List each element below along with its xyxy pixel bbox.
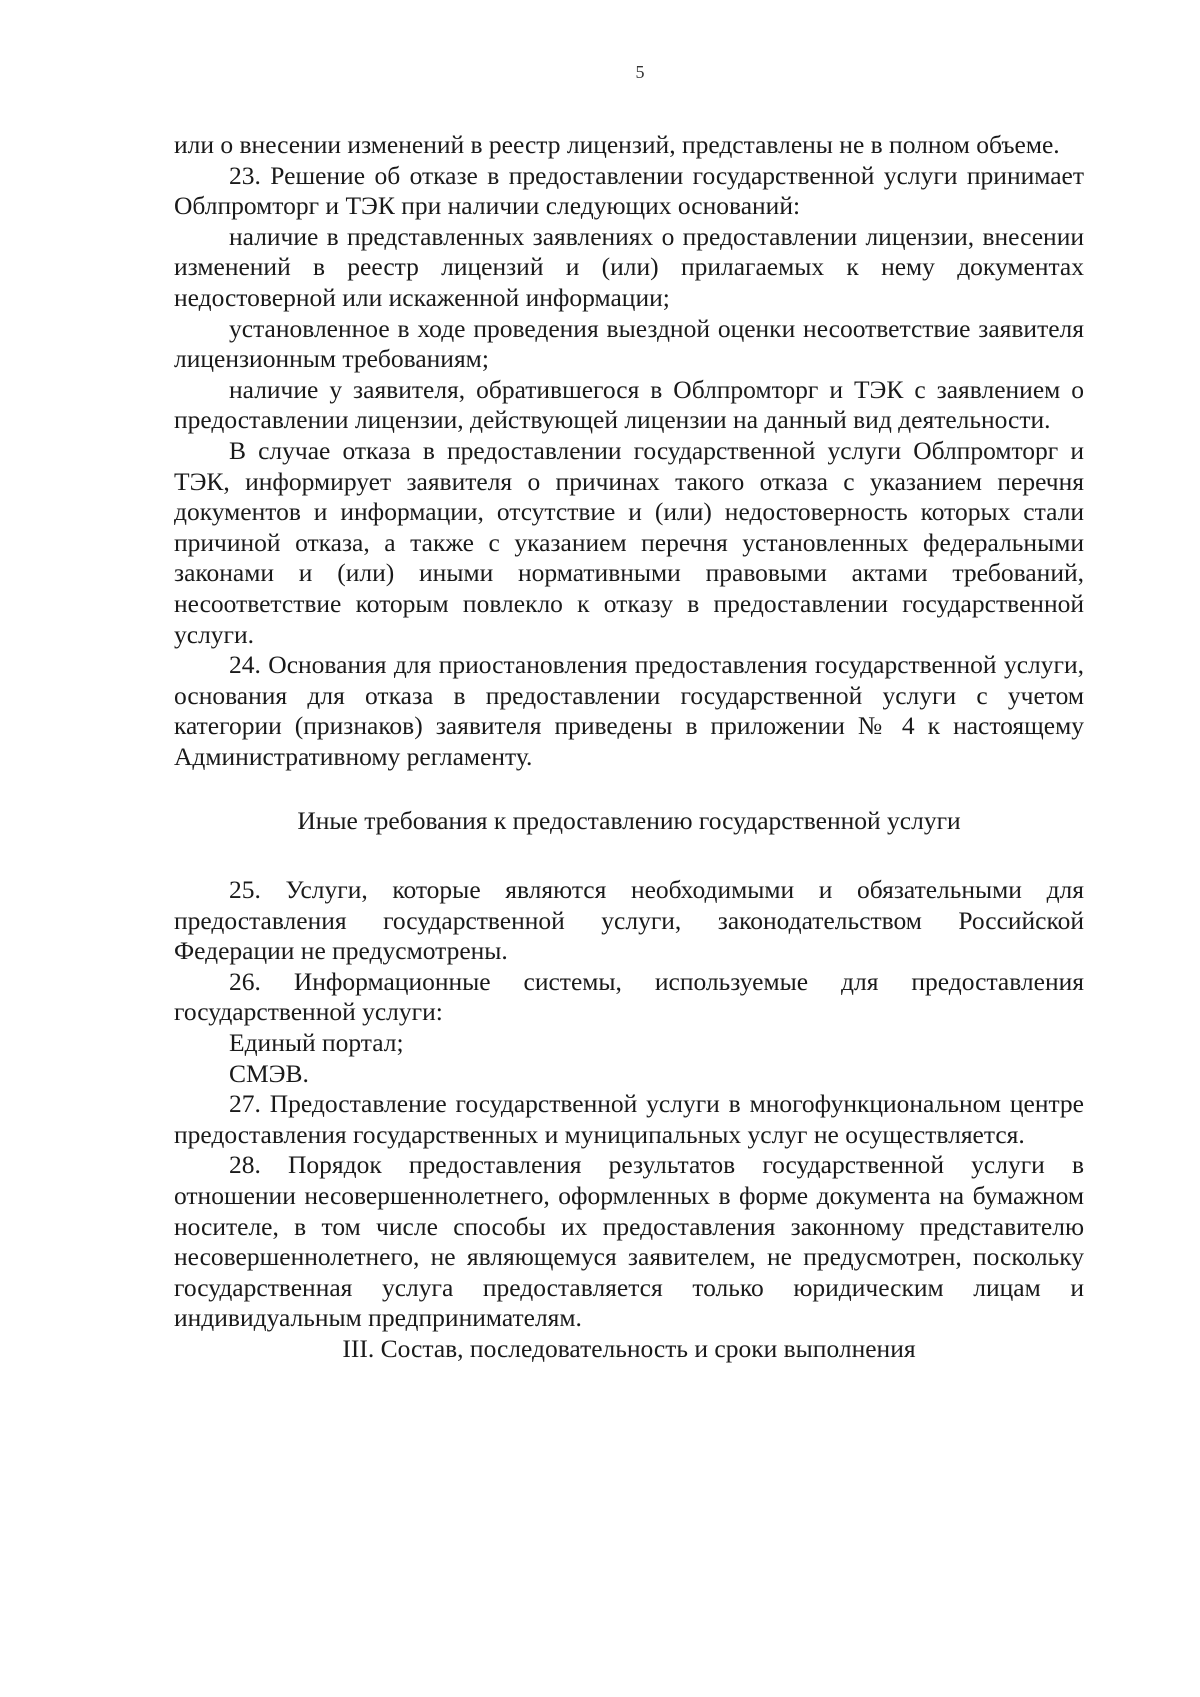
paragraph-24: 24. Основания для приостановления предоставления государственной услуги, основания для отказа в предоставлении государственной услуги с учетом категории (признаков) заявителя приведены в приложении № 4 к настоящему Административному регламенту. xyxy=(174,650,1084,771)
paragraph-ground-2: установленное в ходе проведения выездной оценки несоответствие заявителя лицензионным требованиям; xyxy=(174,313,1084,374)
paragraph-continuation: или о внесении изменений в реестр лицензий, представлены не в полном объеме. xyxy=(174,130,1060,159)
list-item-portal: Единый портал; xyxy=(229,1028,404,1058)
paragraph-ground-3: наличие у заявителя, обратившегося в Облпромторг и ТЭК с заявлением о предоставлении лицензии, действующей лицензии на данный вид деятельности. xyxy=(174,374,1084,435)
paragraph-26: 26. Информационные системы, используемые для предоставления государственной услуги: xyxy=(174,966,1084,1027)
paragraph-ground-1: наличие в представленных заявлениях о предоставлении лицензии, внесении изменений в реестр лицензий и (или) прилагаемых к нему документах недостоверной или искаженной информации; xyxy=(174,221,1084,312)
page-number: 5 xyxy=(635,62,645,82)
section-heading: Иные требования к предоставлению государственной услуги xyxy=(297,806,961,836)
paragraph-28: 28. Порядок предоставления результатов государственной услуги в отношении несовершеннолетнего, оформленных в форме документа на бумажном носителе, в том числе способы их предоставления законному представителю несовершеннолетнего, не являющемуся заявителем, не предусмотрен, поскольку государственная услуга предоставляется только юридическим лицам и индивидуальным предпринимателям. xyxy=(174,1150,1084,1333)
paragraph-refusal-info: В случае отказа в предоставлении государственной услуги Облпромторг и ТЭК, информирует заявителя о причинах такого отказа с указанием перечня документов и информации, отсутствие и (или) недостоверность которых стали причиной отказа, а также с указанием перечня установленных федеральными законами и (или) иными нормативными правовыми актами требований, несоответствие которым повлекло к отказу в предоставлении государственной услуги. xyxy=(174,435,1084,649)
paragraph-27: 27. Предоставление государственной услуги в многофункциональном центре предоставления государственных и муниципальных услуг не осуществляется. xyxy=(174,1089,1084,1149)
chapter-title: III. Состав, последовательность и сроки выполнения xyxy=(342,1333,916,1363)
paragraph-25: 25. Услуги, которые являются необходимыми и обязательными для предоставления государственной услуги, законодательством Российской Федерации не предусмотрены. xyxy=(174,875,1084,966)
paragraph-23: 23. Решение об отказе в предоставлении государственной услуги принимает Облпромторг и ТЭК при наличии следующих оснований: xyxy=(174,160,1084,221)
list-item-smev: СМЭВ. xyxy=(229,1058,309,1088)
document-body xyxy=(174,130,1084,1365)
